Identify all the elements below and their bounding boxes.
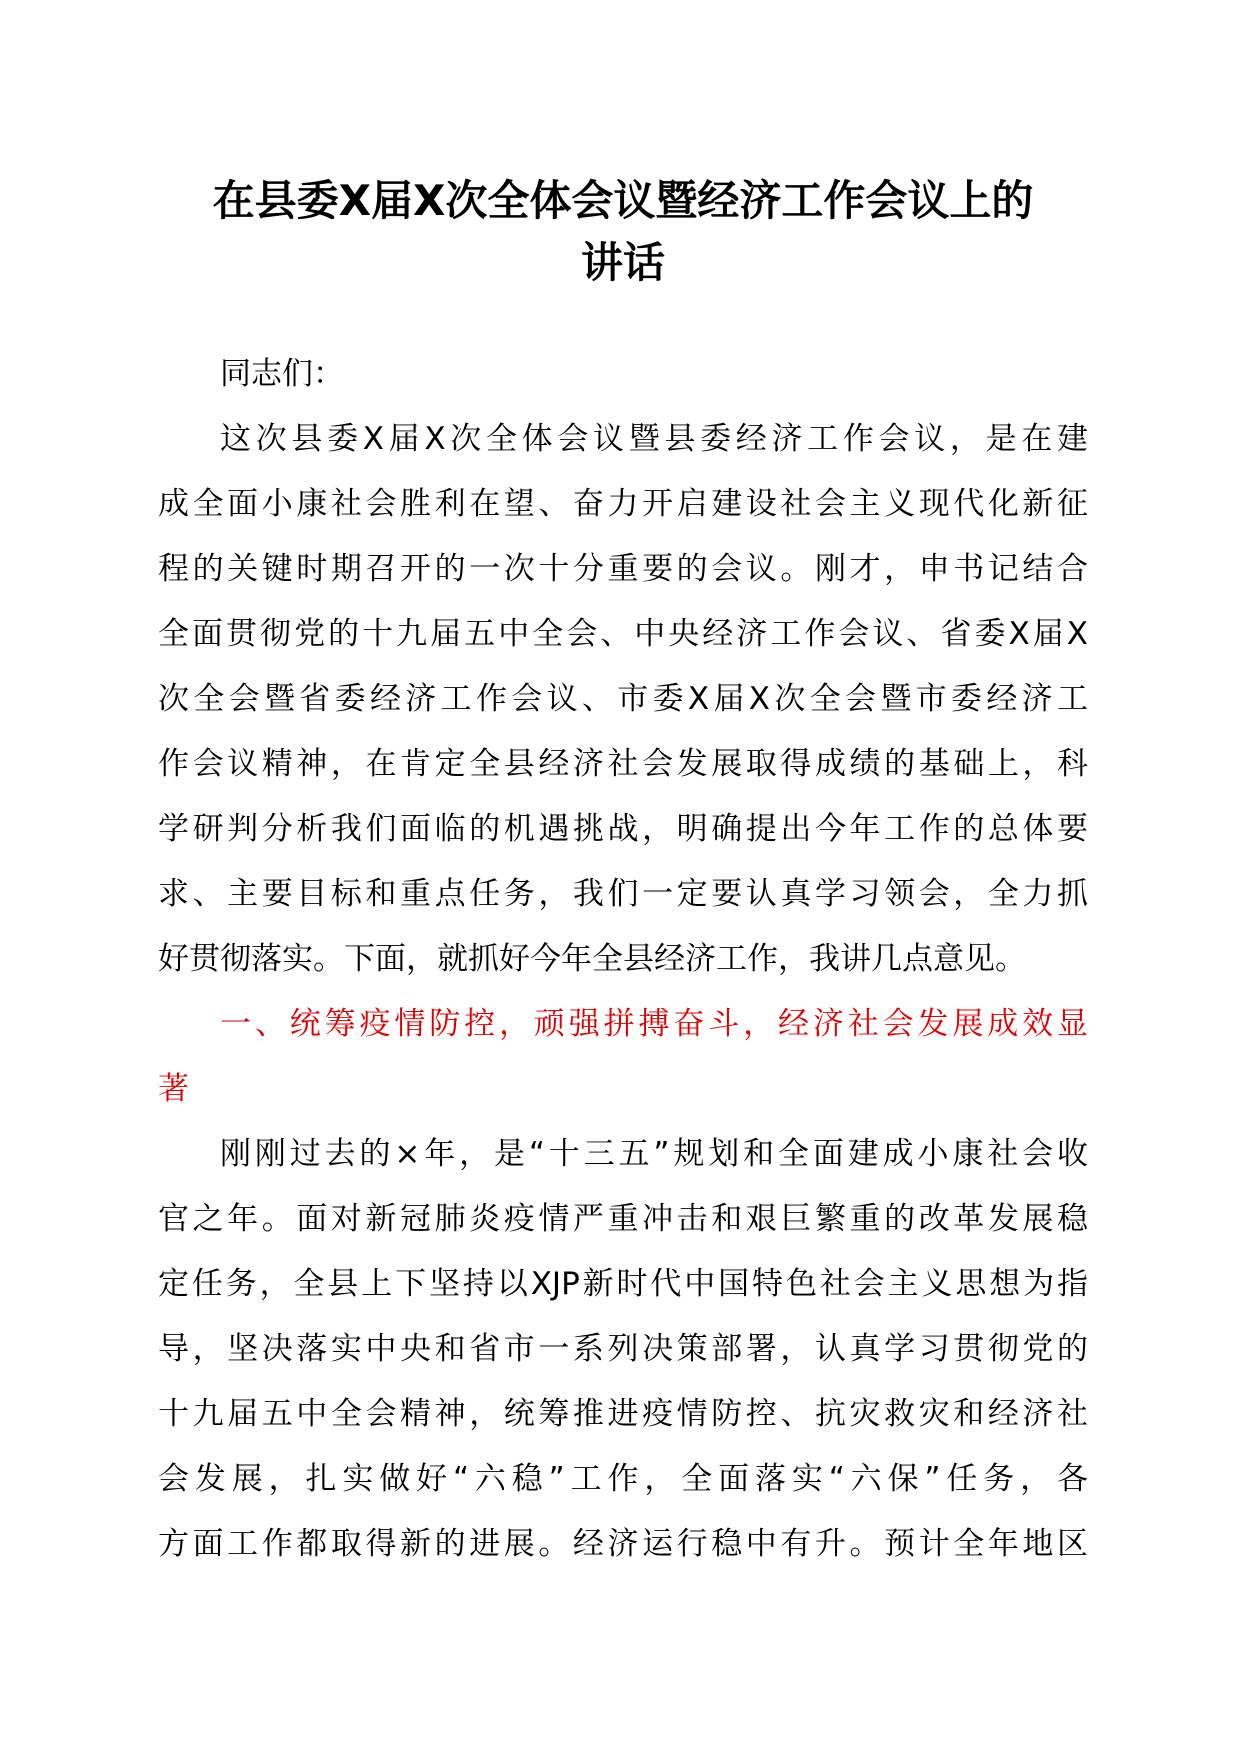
paragraph-1-line: 次全会暨省委经济工作会议、市委Ⅹ届Ⅹ次全会暨市委经济工 [158,681,1088,717]
paragraph-2-line: 刚刚过去的×年，是“十三五”规划和全面建成小康社会收 [220,1136,1088,1172]
document-body [158,342,1088,1577]
paragraph-2-line: 会发展，扎实做好“六稳”工作，全面落实“六保”任务，各 [158,1461,1088,1497]
title-line-1: 在县委Ⅹ届Ⅹ次全体会议暨经济工作会议上的 [212,176,1034,225]
paragraph-1-line: 全面贯彻党的十九届五中全会、中央经济工作会议、省委Ⅹ届Ⅹ [158,616,1088,652]
paragraph-2-line: 十九届五中全会精神，统筹推进疫情防控、抗灾救灾和经济社 [158,1396,1088,1432]
paragraph-1-line: 程的关键时期召开的一次十分重要的会议。刚才，申书记结合 [158,551,1088,587]
paragraph-1-line: 作会议精神，在肯定全县经济社会发展取得成绩的基础上，科 [158,746,1088,782]
section-heading-1-line: 著 [158,1071,189,1107]
document-title [158,170,1088,294]
paragraph-2-line: 官之年。面对新冠肺炎疫情严重冲击和艰巨繁重的改革发展稳 [158,1201,1088,1237]
title-line-2: 讲话 [580,238,665,287]
paragraph-2-line: 定任务，全县上下坚持以XJP新时代中国特色社会主义思想为指 [158,1266,1088,1302]
paragraph-1-line: 这次县委Ⅹ届Ⅹ次全体会议暨县委经济工作会议，是在建 [220,421,1088,457]
paragraph-1-line: 成全面小康社会胜利在望、奋力开启建设社会主义现代化新征 [158,486,1088,522]
paragraph-1 [158,407,1088,992]
paragraph-2-line: 方面工作都取得新的进展。经济运行稳中有升。预计全年地区 [158,1526,1088,1562]
section-heading-1-line: 一、统筹疫情防控，顽强拼搏奋斗，经济社会发展成效显 [220,1006,1088,1042]
paragraph-1-line: 求、主要目标和重点任务，我们一定要认真学习领会，全力抓 [158,876,1088,912]
paragraph-1-line: 好贯彻落实。下面，就抓好今年全县经济工作，我讲几点意见。 [158,941,1026,977]
paragraph-2 [158,1122,1088,1577]
greeting [158,342,1088,407]
greeting-line: 同志们： [220,356,344,392]
document-page [158,170,1088,1577]
section-heading-1 [158,992,1088,1122]
paragraph-2-line: 导，坚决落实中央和省市一系列决策部署，认真学习贯彻党的 [158,1331,1088,1367]
paragraph-1-line: 学研判分析我们面临的机遇挑战，明确提出今年工作的总体要 [158,811,1088,847]
